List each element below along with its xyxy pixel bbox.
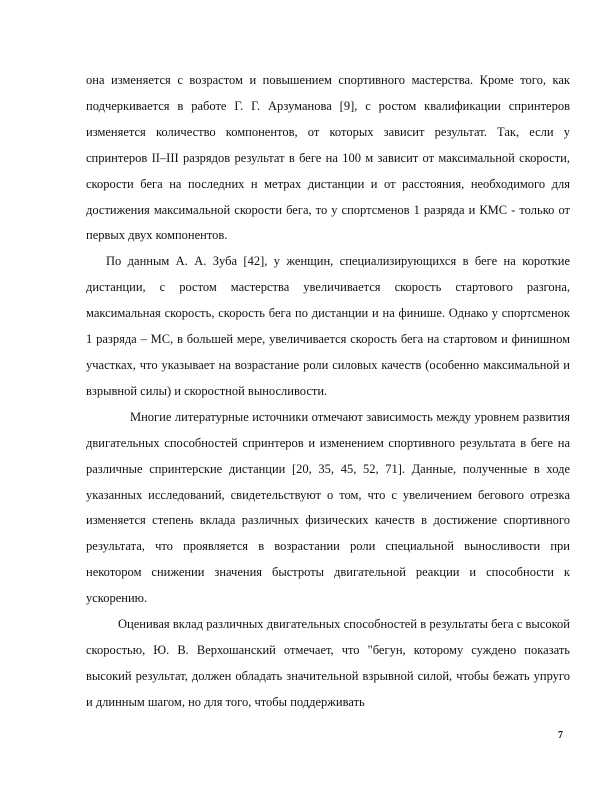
- paragraph-1: она изменяется с возрастом и повышением спортивного мастерства. Кроме того, как подчеркивается в работе Г. Г. Арзуманова [9], с ростом квалификации спринтеров изменяется количество компонентов, от которых зависит результат. Так, если у спринтеров II–III разрядов результат в беге на 100 м зависит от максимальной скорости, скорости бега на последних н метрах дистанции и от расстояния, необходимого для достижения максимальной скорости бега, то у спортсменов 1 разряда и КМС - только от первых двух компонентов.: [86, 73, 570, 243]
- paragraph-4: Оценивая вклад различных двигательных способностей в результаты бега с высокой скоростью, Ю. В. Верхошанский отмечает, что "бегун, которому суждено показать высокий результат, должен обладать значительной взрывной силой, чтобы бежать упруго и длинным шагом, но для того, чтобы поддерживать: [86, 617, 570, 709]
- body-text: [86, 68, 570, 716]
- paragraph-2: По данным А. А. Зуба [42], у женщин, специализирующихся в беге на короткие дистанции, с ростом мастерства увеличивается скорость стартового разгона, максимальная скорость, скорость бега по дистанции и на финише. Однако у спортсменок 1 разряда – МС, в большей мере, увеличивается скорость бега на стартовом и финишном участках, что указывает на возрастание роли силовых качеств (особенно максимальной и взрывной силы) и скоростной выносливости.: [86, 254, 570, 398]
- page-number: 7: [558, 730, 563, 741]
- paragraph-3: Многие литературные источники отмечают зависимость между уровнем развития двигательных способностей спринтеров и изменением спортивного результата в беге на различные спринтерские дистанции [20, 35, 45, 52, 71]. Данные, полученные в ходе указанных исследований, свидетельствуют о том, что с увеличением бегового отрезка изменяется степень вклада различных физических качеств в достижение спортивного результата, что проявляется в возрастании роли специальной выносливости при некотором снижении значения быстроты двигательной реакции и способности к ускорению.: [86, 409, 570, 606]
